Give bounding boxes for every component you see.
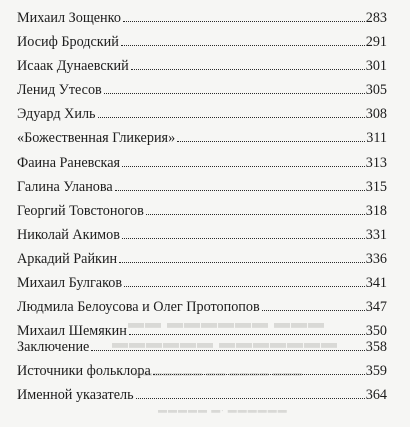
toc-entry[interactable]	[17, 54, 387, 78]
toc-entry-page: 331	[365, 226, 387, 243]
dot-leader	[121, 45, 365, 46]
dot-leader	[177, 141, 365, 142]
toc-entry[interactable]	[17, 78, 387, 102]
toc-entry-page: 305	[365, 82, 387, 99]
toc-entry-page: 318	[365, 202, 387, 219]
toc-entry[interactable]	[17, 383, 387, 407]
toc-entry-title: Фаина Раневская	[17, 154, 121, 171]
dot-leader	[91, 350, 364, 351]
toc-entry[interactable]	[17, 335, 387, 359]
toc-entry-title: Аркадий Райкин	[17, 250, 118, 267]
table-of-contents-back-matter	[17, 335, 387, 407]
dot-leader	[115, 190, 365, 191]
toc-entry-title: Михаил Булгаков	[17, 275, 123, 292]
toc-entry-page: 301	[365, 58, 387, 75]
toc-entry[interactable]	[17, 271, 387, 295]
toc-entry[interactable]	[17, 6, 387, 30]
toc-entry-page: 313	[365, 154, 387, 171]
toc-entry[interactable]	[17, 295, 387, 319]
toc-entry[interactable]	[17, 102, 387, 126]
bleed-through-text: ▬▬ ▬▬▬▬▬▬ ▬▬▬	[128, 319, 325, 336]
dot-leader	[136, 398, 365, 399]
dot-leader	[119, 262, 365, 263]
toc-entry-title: Михаил Зощенко	[17, 10, 121, 26]
toc-entry-title: Ленид Утесов	[17, 82, 102, 99]
toc-entry[interactable]	[17, 223, 387, 247]
toc-entry-title: Георгий Товстоногов	[17, 202, 144, 219]
dot-leader	[123, 21, 365, 22]
toc-entry[interactable]	[17, 175, 387, 199]
dot-leader	[262, 310, 365, 311]
toc-entry-title: Иосиф Бродский	[17, 34, 119, 51]
toc-entry-page: 283	[365, 10, 387, 26]
toc-entry-title: Михаил Шемякин	[17, 323, 127, 340]
dot-leader	[146, 214, 365, 215]
toc-entry-title: Людмила Белоусова и Олег Протопопов	[17, 299, 260, 316]
dot-leader	[124, 286, 365, 287]
dot-leader	[104, 93, 365, 94]
dot-leader	[122, 166, 365, 167]
bleed-through-text: ▬▬▬▬▬ ▬. ▬▬▬▬▬▬	[158, 408, 288, 418]
table-of-contents	[17, 6, 387, 343]
toc-entry-page: 336	[365, 250, 387, 267]
toc-entry-page: 291	[365, 34, 387, 51]
toc-entry-title: Исаак Дунаевский	[17, 58, 129, 75]
dot-leader	[153, 374, 365, 375]
toc-entry[interactable]	[17, 30, 387, 54]
dot-leader	[122, 238, 365, 239]
toc-entry-title: Галина Уланова	[17, 178, 113, 195]
toc-entry-page: 315	[365, 178, 387, 195]
toc-entry-page: 308	[365, 106, 387, 123]
toc-entry-title: Источники фольклора	[17, 363, 151, 380]
toc-entry-title: Николай Акимов	[17, 226, 120, 243]
toc-entry-page: 359	[365, 363, 387, 380]
dot-leader	[131, 69, 365, 70]
bleed-through-text: ▬▬▬▬▬▬▬ ▬▬ ▬▬▬▬ ▬▬▬	[133, 371, 303, 381]
toc-entry-page: 364	[365, 387, 387, 404]
toc-entry-page: 350	[365, 323, 387, 340]
toc-entry[interactable]	[17, 199, 387, 223]
toc-entry-page: 311	[366, 130, 387, 147]
dot-leader	[98, 117, 365, 118]
toc-entry[interactable]	[17, 126, 387, 150]
toc-entry-title: Именной указатель	[17, 387, 134, 404]
bleed-through-text: ▬▬▬▬▬▬ ▬▬▬▬▬▬▬	[112, 339, 338, 356]
toc-entry[interactable]	[17, 151, 387, 175]
toc-entry-page: 358	[365, 339, 387, 355]
toc-entry[interactable]	[17, 359, 387, 383]
toc-entry[interactable]	[17, 247, 387, 271]
toc-entry-page: 341	[365, 275, 387, 292]
toc-entry-title: Заключение	[17, 339, 90, 355]
toc-entry-title: «Божественная Гликерия»	[17, 130, 176, 147]
toc-entry-page: 347	[365, 299, 387, 316]
toc-entry-title: Эдуард Хиль	[17, 106, 96, 123]
